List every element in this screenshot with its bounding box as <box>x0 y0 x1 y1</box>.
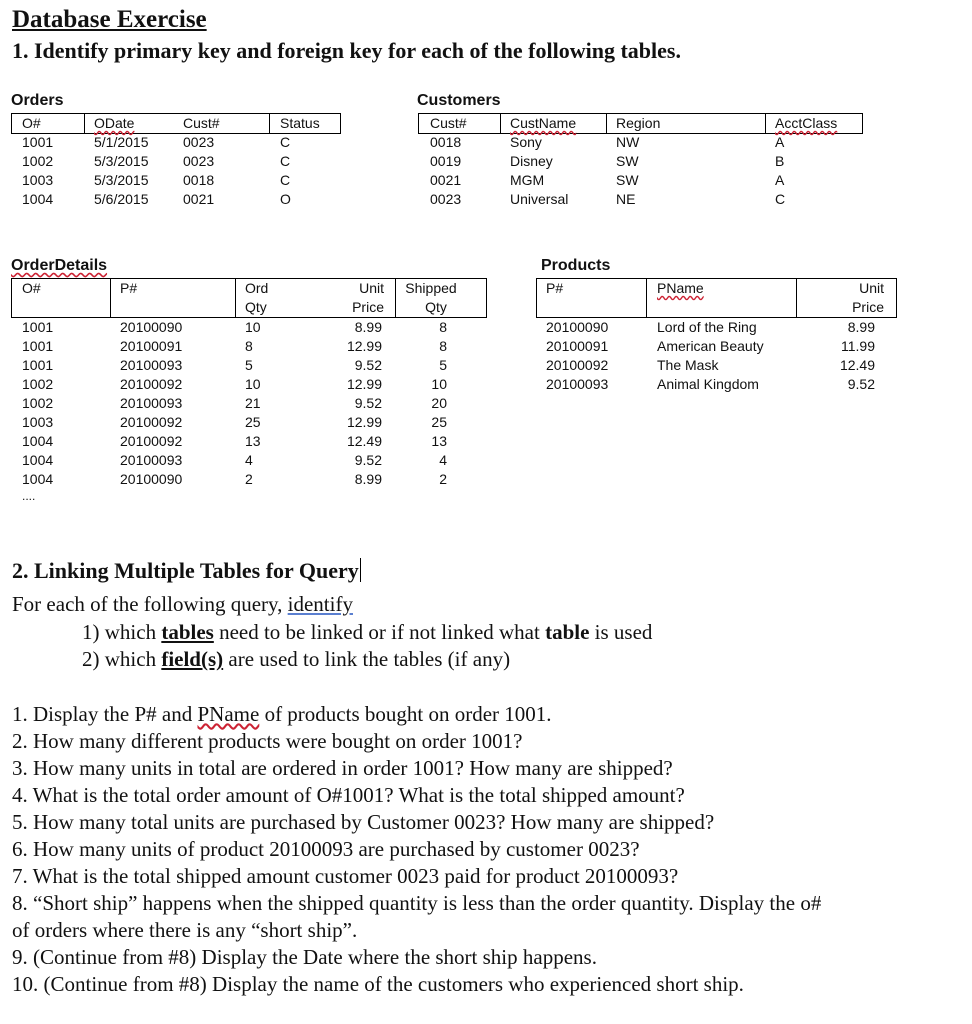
orderdetails-header-ord: Ord <box>245 280 269 296</box>
orders-cell: C <box>280 172 291 188</box>
customers-header-cust: Cust# <box>430 115 467 131</box>
products-cell: 8.99 <box>847 319 875 335</box>
orders-cell: 1001 <box>22 134 54 150</box>
question-item-6: 6. How many units of product 20100093 are purchased by customer 0023? <box>12 837 640 861</box>
instruction-bold-table: table <box>545 620 590 644</box>
orderdetails-cell: 1002 <box>22 376 54 392</box>
question-text: of products bought on order 1001. <box>259 702 552 726</box>
orderdetails-cell: 12.99 <box>346 414 382 430</box>
customers-cell: MGM <box>510 172 545 188</box>
question-item-8a: 8. “Short ship” happens when the shipped quantity is less than the order quantity. Display the o# <box>12 891 822 915</box>
orderdetails-cell: 20100093 <box>120 357 183 373</box>
orderdetails-cell: 1004 <box>22 452 54 468</box>
customers-header-region: Region <box>616 115 661 131</box>
orders-cell: 1004 <box>22 191 54 207</box>
orderdetails-cell: 20100092 <box>120 433 183 449</box>
orderdetails-cell: 13 <box>431 433 447 449</box>
document-title: Database Exercise <box>12 6 207 33</box>
question-item-4: 4. What is the total order amount of O#1001? What is the total shipped amount? <box>12 783 685 807</box>
orders-cell: 0023 <box>183 153 215 169</box>
products-header-price: Price <box>852 299 884 315</box>
question-2-intro <box>12 592 353 617</box>
orderdetails-cell: 1001 <box>22 319 54 335</box>
question-1-heading: 1. Identify primary key and foreign key for each of the following tables. <box>12 38 681 63</box>
orders-cell: 5/6/2015 <box>94 191 149 207</box>
orderdetails-cell: 25 <box>245 414 261 430</box>
orders-cell: O <box>280 191 291 207</box>
question-item-2: 2. How many different products were bought on order 1001? <box>12 729 523 753</box>
orderdetails-cell: 12.99 <box>346 376 382 392</box>
orderdetails-cell: 8.99 <box>354 471 382 487</box>
customers-cell: A <box>775 172 785 188</box>
instruction-text: is used <box>589 620 653 644</box>
question-item-5: 5. How many total units are purchased by Customer 0023? How many are shipped? <box>12 810 715 834</box>
customers-cell: 0018 <box>430 134 462 150</box>
orderdetails-cell: 2 <box>439 471 447 487</box>
orderdetails-cell: 4 <box>245 452 253 468</box>
orders-cell: C <box>280 153 291 169</box>
orderdetails-cell: 20100090 <box>120 471 183 487</box>
orderdetails-cell: 9.52 <box>354 395 382 411</box>
orderdetails-header-unit: Unit <box>359 280 384 296</box>
orderdetails-cell: 21 <box>245 395 261 411</box>
orderdetails-cell: 20100092 <box>120 376 183 392</box>
orderdetails-header-p: P# <box>120 280 138 296</box>
orderdetails-cell: 20100092 <box>120 414 183 430</box>
orderdetails-cell: 1004 <box>22 433 54 449</box>
orderdetails-cell: 20100090 <box>120 319 183 335</box>
customers-title: Customers <box>417 92 501 109</box>
orderdetails-header-price: Price <box>352 299 384 315</box>
question-2-heading <box>12 558 361 584</box>
intro-text: For each of the following query, <box>12 592 288 616</box>
customers-header-acctclass: AcctClass <box>775 115 838 131</box>
orderdetails-title: OrderDetails <box>11 257 108 274</box>
customers-cell: Sony <box>510 134 542 150</box>
orderdetails-cell: 10 <box>431 376 447 392</box>
orders-header-odate: ODate <box>94 115 135 131</box>
orders-cell: 1003 <box>22 172 54 188</box>
orderdetails-cell: 8 <box>439 338 447 354</box>
orderdetails-cell: 12.49 <box>346 433 382 449</box>
products-cell: 20100090 <box>546 319 609 335</box>
orders-header-cust: Cust# <box>183 115 220 131</box>
orderdetails-cell: 5 <box>439 357 447 373</box>
orderdetails-cell: 20 <box>431 395 447 411</box>
orderdetails-cell: 1001 <box>22 357 54 373</box>
orders-cell: 0021 <box>183 191 215 207</box>
orders-title: Orders <box>11 92 64 109</box>
orders-header-status: Status <box>280 115 320 131</box>
orderdetails-cell: 1004 <box>22 471 54 487</box>
products-title: Products <box>541 257 611 274</box>
orderdetails-header-shipped: Shipped <box>405 280 457 296</box>
products-header-p: P# <box>546 280 564 296</box>
orderdetails-cell: 9.52 <box>354 357 382 373</box>
products-cell: 20100093 <box>546 376 609 392</box>
orderdetails-cell: 2 <box>245 471 253 487</box>
instruction-text: 2) which <box>82 647 162 671</box>
orders-cell: 0018 <box>183 172 215 188</box>
orderdetails-header-shipped-qty: Qty <box>425 299 447 315</box>
orderdetails-cell: 1002 <box>22 395 54 411</box>
instruction-text: are used to link the tables (if any) <box>223 647 511 671</box>
products-cell: 11.99 <box>841 338 875 354</box>
customers-cell: NW <box>616 134 640 150</box>
orderdetails-cell: 8 <box>439 319 447 335</box>
products-cell: 12.49 <box>839 357 875 373</box>
instruction-bold-tables: tables <box>161 620 214 644</box>
orders-header-o: O# <box>22 115 41 131</box>
question-item-7: 7. What is the total shipped amount customer 0023 paid for product 20100093? <box>12 864 679 888</box>
products-cell: 20100091 <box>546 338 609 354</box>
orderdetails-header-o: O# <box>22 280 41 296</box>
products-cell: Lord of the Ring <box>657 319 757 335</box>
customers-cell: 0021 <box>430 172 462 188</box>
question-item-9: 9. (Continue from #8) Display the Date where the short ship happens. <box>12 945 597 969</box>
orderdetails-cell: 1001 <box>22 338 54 354</box>
orderdetails-cell: 10 <box>245 376 261 392</box>
customers-cell: 0019 <box>430 153 462 169</box>
text-cursor <box>360 558 361 582</box>
customers-cell: B <box>775 153 785 169</box>
orders-cell: 5/1/2015 <box>94 134 149 150</box>
customers-cell: Disney <box>510 153 553 169</box>
orderdetails-cell: 10 <box>245 319 261 335</box>
orders-cell: 1002 <box>22 153 54 169</box>
orderdetails-cell: 9.52 <box>354 452 382 468</box>
products-cell: 9.52 <box>847 376 875 392</box>
question-item-3: 3. How many units in total are ordered in order 1001? How many are shipped? <box>12 756 673 780</box>
question-item-10: 10. (Continue from #8) Display the name of the customers who experienced short ship. <box>12 972 744 996</box>
intro-identify: identify <box>287 592 353 616</box>
instruction-bold-fields: field(s) <box>161 647 224 671</box>
customers-cell: Universal <box>510 191 569 207</box>
orderdetails-cell: 20100091 <box>120 338 183 354</box>
customers-cell: NE <box>616 191 636 207</box>
orders-cell: 0023 <box>183 134 215 150</box>
customers-cell: 0023 <box>430 191 462 207</box>
orders-cell: 5/3/2015 <box>94 153 149 169</box>
orderdetails-cell: 5 <box>245 357 253 373</box>
question-2-heading-text: 2. Linking Multiple Tables for Query <box>12 558 359 583</box>
orderdetails-cell: 8.99 <box>354 319 382 335</box>
orderdetails-cell: 20100093 <box>120 395 183 411</box>
orderdetails-cell: 13 <box>245 433 261 449</box>
instruction-text: 1) which <box>82 620 162 644</box>
instruction-item-1 <box>82 620 652 645</box>
products-cell: American Beauty <box>657 338 764 354</box>
customers-cell: SW <box>616 172 639 188</box>
products-cell: Animal Kingdom <box>657 376 759 392</box>
orderdetails-cell: 20100093 <box>120 452 183 468</box>
orderdetails-header-qty: Qty <box>245 299 267 315</box>
question-item-8b: of orders where there is any “short ship”. <box>12 918 358 942</box>
orders-cell: C <box>280 134 291 150</box>
orderdetails-cell: 8 <box>245 338 253 354</box>
customers-cell: A <box>775 134 785 150</box>
orderdetails-cell: 12.99 <box>346 338 382 354</box>
question-pname: PName <box>197 702 260 726</box>
orderdetails-cell: 1003 <box>22 414 54 430</box>
orderdetails-ellipsis: .... <box>22 489 36 503</box>
products-cell: The Mask <box>657 357 719 373</box>
instruction-text: need to be linked or if not linked what <box>213 620 546 644</box>
orderdetails-cell: 25 <box>431 414 447 430</box>
customers-header-custname: CustName <box>510 115 577 131</box>
customers-cell: C <box>775 191 786 207</box>
instruction-item-2 <box>82 647 510 672</box>
customers-cell: SW <box>616 153 639 169</box>
question-item-1 <box>12 702 552 727</box>
orders-cell: 5/3/2015 <box>94 172 149 188</box>
products-header-pname: PName <box>657 280 704 296</box>
products-cell: 20100092 <box>546 357 609 373</box>
question-text: 1. Display the P# and <box>12 702 198 726</box>
orderdetails-cell: 4 <box>439 452 447 468</box>
products-header-unit: Unit <box>859 280 884 296</box>
